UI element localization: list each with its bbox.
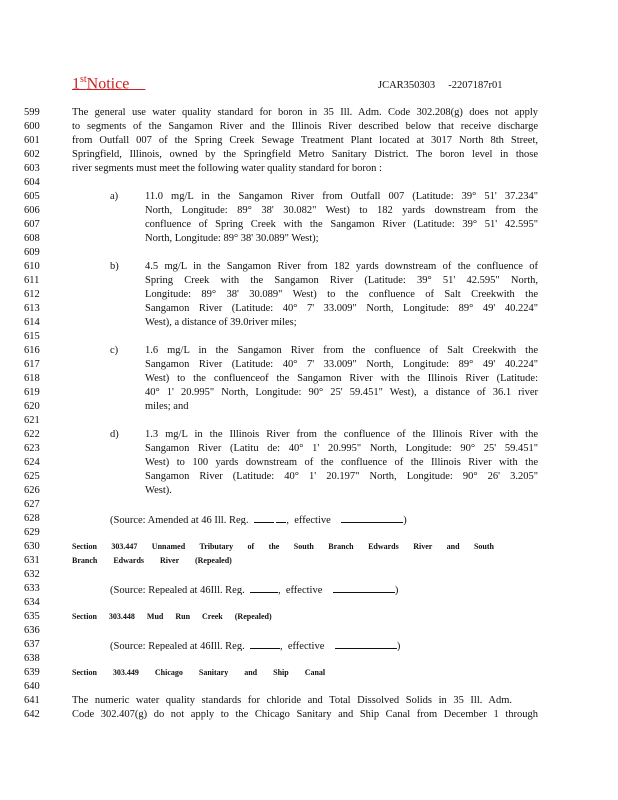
line-number: 602 <box>24 149 40 160</box>
line-number: 627 <box>24 499 40 510</box>
line-number: 642 <box>24 709 40 720</box>
line-number: 615 <box>24 331 40 342</box>
item-line: Sangamon River (Latitude: 40° 7' 33.009" North, Longitude: 89° 49' 40.224" <box>145 359 538 370</box>
source-note-amended: (Source: Amended at 46 Ill. Reg. , effective ) <box>110 515 407 525</box>
item-label: c) <box>110 345 119 356</box>
section-heading-303-447-cont: Branch Edwards River (Repealed) <box>72 556 232 565</box>
line-number: 599 <box>24 107 40 118</box>
item-label: a) <box>110 191 119 202</box>
line-number: 638 <box>24 653 40 664</box>
item-line: North, Longitude: 89° 38' 30.082" West) to 182 yards downstream from the <box>145 205 538 216</box>
line-number: 639 <box>24 667 40 678</box>
intro-line: Springfield, Illinois, owned by the Springfield Metro Sanitary District. The boron level in those <box>72 149 538 160</box>
line-number: 603 <box>24 163 40 174</box>
section-heading-303-447: Section 303.447 Unnamed Tributary of the South Branch Edwards River and South <box>72 542 494 551</box>
section-heading-303-448: Section 303.448 Mud Run Creek (Repealed) <box>72 612 272 621</box>
intro-line: to segments of the Sangamon River and the Illinois River described below that receive discharge <box>72 121 538 132</box>
source-note-repealed: (Source: Repealed at 46Ill. Reg. , effective ) <box>110 641 401 651</box>
source-note-repealed: (Source: Repealed at 46Ill. Reg. , effective ) <box>110 585 399 595</box>
item-line: Sangamon River (Latitu de: 40° 1' 20.995" North, Longitude: 90° 25' 59.451" <box>145 443 538 454</box>
item-line: West) to 100 yards downstream of the confluence of the Illinois River with the <box>145 457 538 468</box>
item-line: confluence of Spring Creek with the Sangamon River (Latitude: 39° 51' 42.595" <box>145 219 538 230</box>
notice-heading: 1stNotice <box>72 74 130 93</box>
item-line: West). <box>145 485 172 496</box>
paragraph-line: Code 302.407(g) do not apply to the Chicago Sanitary and Ship Canal from December 1 through <box>72 709 538 720</box>
item-line: 1.3 mg/L in the Illinois River from the confluence of the Illinois River with the <box>145 429 538 440</box>
line-number: 626 <box>24 485 40 496</box>
line-number: 628 <box>24 513 40 524</box>
item-label: b) <box>110 261 119 272</box>
line-number: 640 <box>24 681 40 692</box>
line-number: 607 <box>24 219 40 230</box>
line-number: 636 <box>24 625 40 636</box>
item-line: 40° 1' 20.995" North, Longitude: 90° 25' 59.451" West), a distance of 36.1 river <box>145 387 538 398</box>
line-number: 619 <box>24 387 40 398</box>
section-heading-303-449: Section 303.449 Chicago Sanitary and Ship Canal <box>72 668 326 677</box>
line-number: 613 <box>24 303 40 314</box>
line-number: 605 <box>24 191 40 202</box>
line-number: 631 <box>24 555 40 566</box>
intro-line: The general use water quality standard for boron in 35 Ill. Adm. Code 302.208(g) does not apply <box>72 107 538 118</box>
paragraph-line: The numeric water quality standards for chloride and Total Dissolved Solids in 35 Ill. Adm. <box>72 695 512 706</box>
line-number: 617 <box>24 359 40 370</box>
line-number: 632 <box>24 569 40 580</box>
item-line: miles; and <box>145 401 189 412</box>
item-line: North, Longitude: 89° 38' 30.089" West); <box>145 233 319 244</box>
line-number: 601 <box>24 135 40 146</box>
line-number: 630 <box>24 541 40 552</box>
intro-line: river segments must meet the following water quality standard for boron : <box>72 163 382 174</box>
item-line: Spring Creek with the Sangamon River (Latitude: 39° 51' 42.595" North, <box>145 275 538 286</box>
item-line: 11.0 mg/L in the Sangamon River from Outfall 007 (Latitude: 39° 51' 37.234" <box>145 191 538 202</box>
line-number: 604 <box>24 177 40 188</box>
line-number: 600 <box>24 121 40 132</box>
line-number: 609 <box>24 247 40 258</box>
line-number: 616 <box>24 345 40 356</box>
line-number: 618 <box>24 373 40 384</box>
line-number: 612 <box>24 289 40 300</box>
line-number: 608 <box>24 233 40 244</box>
line-number: 623 <box>24 443 40 454</box>
line-number: 620 <box>24 401 40 412</box>
item-line: West), a distance of 39.0river miles; <box>145 317 297 328</box>
line-number: 634 <box>24 597 40 608</box>
item-line: Sangamon River (Latitude: 40° 1' 20.197" North, Longitude: 90° 26' 3.205" <box>145 471 538 482</box>
line-number: 624 <box>24 457 40 468</box>
line-number: 637 <box>24 639 40 650</box>
line-number: 611 <box>24 275 40 286</box>
intro-line: from Outfall 007 of the Spring Creek Sewage Treatment Plant located at 3017 North 8th Street, <box>72 135 538 146</box>
line-number: 610 <box>24 261 40 272</box>
line-number: 629 <box>24 527 40 538</box>
line-number: 635 <box>24 611 40 622</box>
line-number: 641 <box>24 695 40 706</box>
line-number: 622 <box>24 429 40 440</box>
line-number: 633 <box>24 583 40 594</box>
item-line: West) to the confluenceof the Sangamon River with the Illinois River (Latitude: <box>145 373 538 384</box>
line-number: 614 <box>24 317 40 328</box>
item-label: d) <box>110 429 119 440</box>
line-number: 621 <box>24 415 40 426</box>
item-line: 1.6 mg/L in the Sangamon River from the confluence of Salt Creekwith the <box>145 345 538 356</box>
line-number: 606 <box>24 205 40 216</box>
item-line: Longitude: 89° 38' 30.089" West) to the confluence of Salt Creekwith the <box>145 289 538 300</box>
document-id: JCAR350303 -2207187r01 <box>378 80 503 91</box>
line-number: 625 <box>24 471 40 482</box>
item-line: 4.5 mg/L in the Sangamon River from 182 yards downstream of the confluence of <box>145 261 538 272</box>
item-line: Sangamon River (Latitude: 40° 7' 33.009" North, Longitude: 89° 49' 40.224" <box>145 303 538 314</box>
